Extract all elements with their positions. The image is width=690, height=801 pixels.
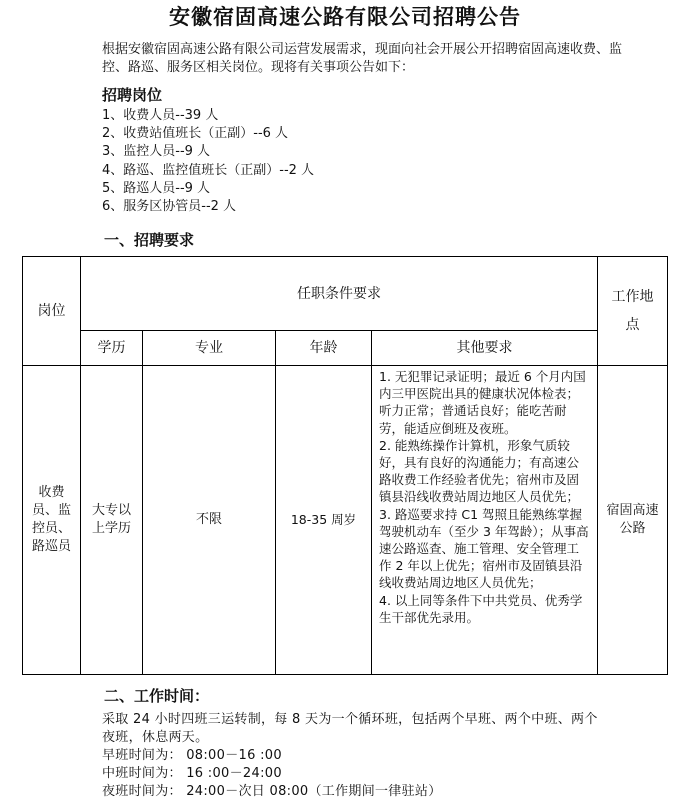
- section1-heading: 一、招聘要求: [104, 231, 195, 249]
- list-item: 3、监控人员--9 人: [102, 144, 211, 160]
- requirements-table: [22, 256, 668, 675]
- col-other: 其他要求: [372, 331, 598, 366]
- early-shift: 早班时间为： 08:00－16 :00: [102, 748, 282, 763]
- requirement-item: 4. 以上同等条件下中共党员、优秀学生干部优先录用。: [379, 592, 583, 625]
- list-item: 1、收费人员--39 人: [102, 108, 219, 123]
- work-time-intro: 采取 24 小时四班三运转制，每 8 天为一个循环班，包括两个早班、两个中班、两个夜班，休息两天。: [102, 712, 598, 745]
- list-item: 4、路巡、监控值班长（正副）--2 人: [102, 162, 315, 178]
- col-major: 专业: [143, 331, 276, 366]
- positions-list: [102, 107, 314, 216]
- header-post: 岗位: [23, 257, 81, 366]
- cell-other: [372, 366, 598, 675]
- list-item: 6、服务区协管员--2 人: [102, 199, 237, 215]
- list-item: 5、路巡人员--9 人: [102, 180, 211, 196]
- requirement-item: 1. 无犯罪记录证明；最近 6 个月内国内三甲医院出具的健康状况体检表；听力正常；普通话良好；能吃苦耐劳，能适应倒班及夜班。: [379, 369, 586, 436]
- cell-major: 不限: [143, 366, 276, 675]
- col-education: 学历: [81, 331, 143, 366]
- col-age: 年龄: [276, 331, 372, 366]
- page-title: 安徽宿固高速公路有限公司招聘公告: [169, 4, 521, 29]
- cell-age: 18-35 周岁: [276, 366, 372, 675]
- header-location: 工作地点: [598, 257, 668, 366]
- night-shift: 夜班时间为： 24:00－次日 08:00（工作期间一律驻站）: [102, 784, 442, 799]
- cell-post: 收费员、监控员、路巡员: [23, 366, 81, 675]
- cell-education: 大专以上学历: [81, 366, 143, 675]
- cell-location: 宿固高速公路: [598, 366, 668, 675]
- section2-heading: 二、工作时间：: [104, 687, 210, 705]
- requirement-item: 3. 路巡要求持 C1 驾照且能熟练掌握驾驶机动车（至少 3 年驾龄）；从事高速公路巡查、施工管理、安全管理工作 2 年以上优先；宿州市及固镇县沿线收费站周边地区人员优先；: [379, 506, 589, 591]
- intro-paragraph: 根据安徽宿固高速公路有限公司运营发展需求，现面向社会开展公开招聘宿固高速收费、监控、路巡、服务区相关岗位。现将有关事项公告如下：: [102, 42, 623, 75]
- positions-heading: 招聘岗位: [102, 86, 163, 104]
- work-time-block: [102, 711, 602, 801]
- requirement-item: 2. 能熟练操作计算机，形象气质较好，具有良好的沟通能力；有高速公路收费工作经验者优先；宿州市及固镇县沿线收费站周边地区人员优先；: [379, 437, 580, 505]
- header-conditions: 任职条件要求: [81, 257, 598, 331]
- middle-shift: 中班时间为： 16 :00－24:00: [102, 766, 282, 781]
- list-item: 2、收费站值班长（正副）--6 人: [102, 126, 289, 142]
